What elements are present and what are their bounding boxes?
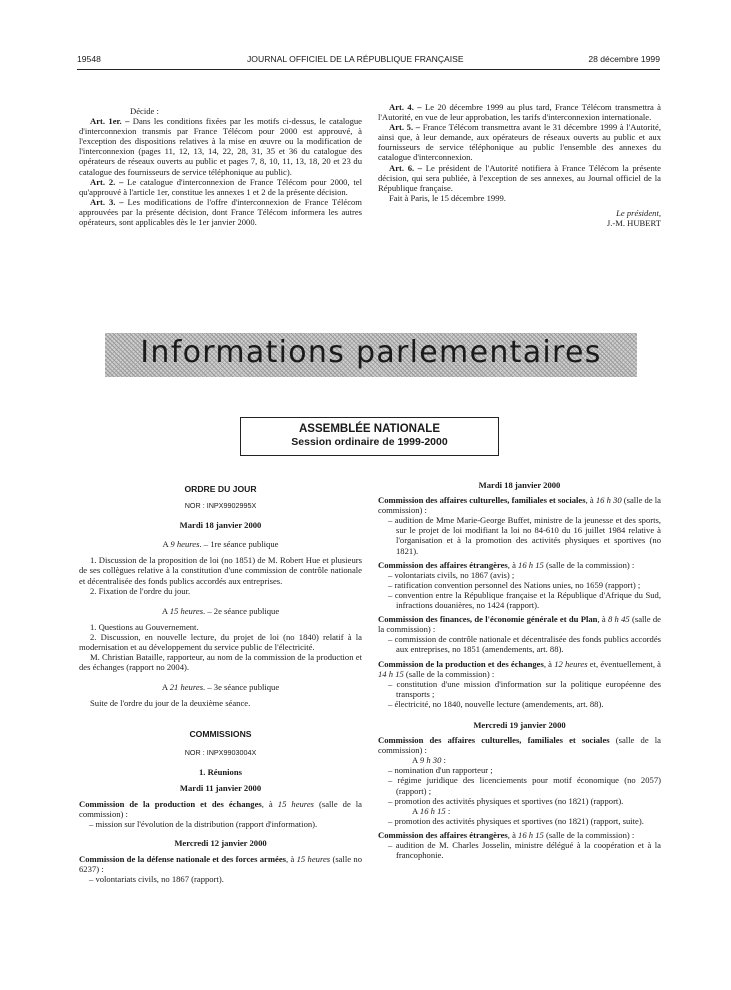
article-label: Art. 4. – bbox=[389, 102, 422, 112]
issue-date: 28 décembre 1999 bbox=[588, 54, 660, 64]
decision-right-column bbox=[378, 102, 661, 228]
commission-item: – audition de M. Charles Josselin, ministre délégué à la coopération et à la francophonie. bbox=[388, 840, 661, 861]
commissions-nor: NOR : INPX9903004X bbox=[184, 747, 257, 757]
article-text: Le 20 décembre 1999 au plus tard, France Télécom transmettra à l'Autorité, en vue de leur approbation, les tarifs d'interconnexion internationale. bbox=[378, 102, 662, 123]
meetings-section: 1. Réunions bbox=[199, 766, 242, 777]
decide-label: Décide : bbox=[130, 106, 159, 116]
header-rule bbox=[77, 69, 660, 70]
commission-entry: Commission des affaires culturelles, familiales et sociales, à 16 h 30 (salle de la commission) : bbox=[378, 495, 661, 516]
commission-item: – volontariats civils, no 1867 (rapport). bbox=[89, 874, 224, 885]
article-label: Art. 3. – bbox=[90, 196, 124, 207]
commission-item: – électricité, no 1840, nouvelle lecture (amendements, art. 88). bbox=[388, 698, 604, 709]
page-header bbox=[77, 54, 660, 68]
article-5 bbox=[378, 122, 661, 162]
agenda-right-column bbox=[378, 480, 661, 860]
article-text: Dans les conditions fixées par les motifs ci-dessus, le catalogue d'interconnexion transmis par France Télécom pour 2000 est approuvé, à l'exception des dispositions relatives à la mise en œuvre ou la modification de l'interconnexion (pages 11, 12, 13, 14, 22, 28, 31, 35 et 36 du catalogue des opérateurs de réseaux ouverts au public et pages 7, 8, 10, 11, 13, 18, 20 et 23 du catalogue des fournisseurs de service téléphonique au public). bbox=[79, 116, 362, 177]
article-2 bbox=[79, 177, 362, 197]
agenda-item: 1. Discussion de la proposition de loi (no 1851) de M. Robert Hue et plusieurs de ses collègues relative à la constitution d'une commission de contrôle nationale et décentralisée des fonds publics accordés aux entreprises. bbox=[79, 555, 362, 586]
article-text: Les modifications de l'offre d'interconnexion de France Télécom approuvées par la présente décision, dont France Télécom informera les autres opérateurs, sont applicables dès le 1er janvier 2000. bbox=[79, 196, 362, 228]
meeting-day: Mardi 18 janvier 2000 bbox=[478, 480, 561, 490]
assembly-box bbox=[240, 417, 499, 456]
session-name: Session ordinaire de 1999-2000 bbox=[291, 436, 448, 448]
article-text: Le président de l'Autorité notifiera à France Télécom la présente décision, qui sera publiée, à l'exception de ses annexes, au Journal officiel de la République française. bbox=[378, 162, 661, 193]
agenda-item: Suite de l'ordre du jour de la deuxième séance. bbox=[90, 698, 251, 709]
meeting-day: Mercredi 19 janvier 2000 bbox=[473, 719, 566, 730]
session-1-title: A 9 heures. – 1re séance publique bbox=[162, 539, 279, 550]
article-6 bbox=[378, 163, 661, 193]
commission-item: – promotion des activités physiques et sportives (no 1821) (rapport). bbox=[388, 795, 624, 806]
commission-item: – mission sur l'évolution de la distribution (rapport d'information). bbox=[89, 819, 318, 830]
commission-entry: Commission des affaires étrangères, à 16 h 15 (salle de la commission) : bbox=[378, 559, 635, 570]
commission-item: – ratification convention personnel des Nations unies, no 1659 (rapport) ; bbox=[388, 579, 641, 590]
commission-entry: Commission des finances, de l'économie générale et du Plan, à 8 h 45 (salle de la commission) : bbox=[378, 614, 661, 635]
time-slot: A 16 h 15 : bbox=[412, 805, 451, 816]
meeting-day: Mardi 11 janvier 2000 bbox=[179, 782, 262, 793]
agenda-item: 1. Questions au Gouvernement. bbox=[90, 621, 199, 632]
session-time: 21 heures bbox=[169, 682, 204, 693]
done-at: Fait à Paris, le 15 décembre 1999. bbox=[389, 192, 506, 203]
session-2-title: A 15 heures. – 2e séance publique bbox=[161, 605, 280, 616]
commission-entry: Commission de la production et des échanges, à 12 heures et, éventuellement, à 14 h 15 (salle de la commission) : bbox=[378, 658, 661, 679]
commission-entry: Commission des affaires culturelles, familiales et sociales (salle de la commission) : bbox=[378, 735, 661, 756]
agenda-nor: NOR : INPX9902995X bbox=[184, 501, 257, 511]
commission-entry: Commission des affaires étrangères, à 16 h 15 (salle de la commission) : bbox=[378, 829, 635, 840]
commission-entry: Commission de la défense nationale et des forces armées, à 15 heures (salle no 6237) : bbox=[79, 854, 362, 875]
page-number: 19548 bbox=[77, 54, 101, 64]
article-1 bbox=[79, 116, 362, 177]
agenda-left-column bbox=[79, 484, 362, 885]
commission-item: – convention entre la République française et la République d'Afrique du Sud, infractions douanières, no 1424 (rapport). bbox=[388, 589, 661, 611]
article-text: France Télécom transmettra avant le 31 décembre 1999 à l'Autorité, ainsi que, à leur demande, aux opérateurs de réseaux ouverts au public et aux fournisseurs de service téléphonique au public l'ensemble des annexes du catalogue d'interconnexion. bbox=[378, 122, 661, 163]
time-slot: A 9 h 30 : bbox=[412, 755, 446, 766]
commission-item: – commission de contrôle nationale et décentralisée des fonds publics accordés aux entreprises, no 1851 (amendements, art. 88). bbox=[388, 634, 661, 655]
session-time: 15 heures bbox=[169, 605, 204, 616]
assembly-name: ASSEMBLÉE NATIONALE bbox=[299, 423, 440, 435]
signatory-title: Le président, bbox=[616, 207, 661, 218]
commission-item: – promotion des activités physiques et sportives (no 1821) (rapport, suite). bbox=[388, 815, 644, 826]
agenda-heading: ORDRE DU JOUR bbox=[184, 484, 257, 494]
agenda-item: M. Christian Bataille, rapporteur, au nom de la commission de la production et des échanges (rapport no 2004). bbox=[79, 652, 362, 673]
commission-entry: Commission de la production et des échanges, à 15 heures (salle de la commission) : bbox=[79, 798, 362, 819]
commission-item: – nomination d'un rapporteur ; bbox=[388, 765, 493, 776]
agenda-item: 2. Discussion, en nouvelle lecture, du projet de loi (no 1840) relatif à la modernisation et au développement du service public de l'électricité. bbox=[79, 631, 362, 653]
agenda-item: 2. Fixation de l'ordre du jour. bbox=[90, 585, 191, 596]
commission-item: – audition de Mme Marie-George Buffet, ministre de la jeunesse et des sports, sur le projet de loi modifiant la loi no 84-610 du 16 juillet 1984 relative à l'organisation et à la promotion des activités physiques et sportives (no 1821). bbox=[388, 515, 661, 556]
commission-item: – volontariats civils, no 1867 (avis) ; bbox=[388, 569, 515, 580]
section-banner-title: Informations parlementaires bbox=[140, 335, 602, 370]
article-label: Art. 2. – bbox=[90, 176, 124, 187]
meeting-day: Mercredi 12 janvier 2000 bbox=[174, 838, 267, 849]
article-3 bbox=[79, 197, 362, 227]
article-label: Art. 5. – bbox=[389, 122, 421, 133]
article-text: Le catalogue d'interconnexion de France Télécom pour 2000, tel qu'approuvé à l'article 1er, constitue les annexes 1 et 2 de la présente décision. bbox=[79, 176, 362, 197]
signatory-name: J.-M. HUBERT bbox=[606, 218, 661, 229]
session-time: 9 heures bbox=[170, 539, 200, 550]
commissions-heading: COMMISSIONS bbox=[189, 728, 252, 739]
commission-item: – constitution d'une mission d'information sur la politique européenne des transports ; bbox=[388, 678, 661, 699]
commission-item: – régime juridique des licenciements pour motif économique (no 2057) (rapport) ; bbox=[388, 775, 661, 796]
decision-left-column bbox=[79, 106, 362, 227]
article-4 bbox=[378, 102, 661, 122]
session-3-title: A 21 heures. – 3e séance publique bbox=[161, 682, 280, 693]
journal-title: JOURNAL OFFICIEL DE LA RÉPUBLIQUE FRANÇAISE bbox=[247, 54, 464, 64]
article-label: Art. 6. – bbox=[389, 162, 423, 173]
article-label: Art. 1er. – bbox=[90, 116, 130, 127]
agenda-day: Mardi 18 janvier 2000 bbox=[179, 520, 262, 531]
